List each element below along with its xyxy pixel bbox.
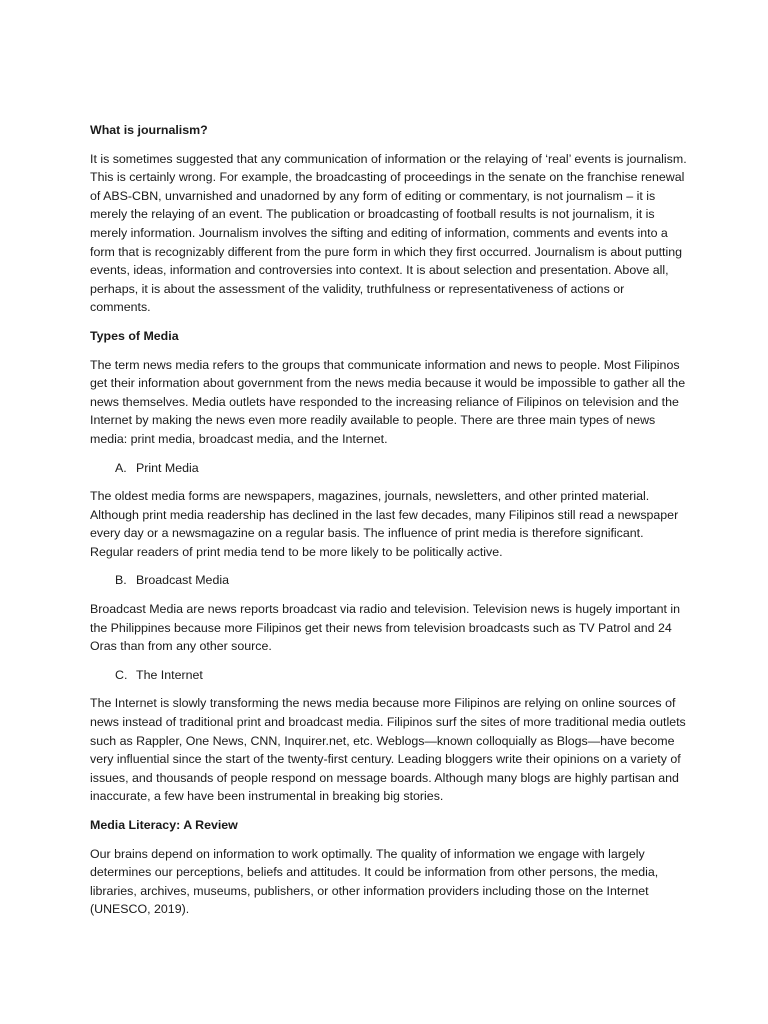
- list-heading-the-internet: [90, 666, 688, 685]
- list-marker: C.: [115, 667, 128, 682]
- document-page: [90, 121, 688, 929]
- heading-what-is-journalism: What is journalism?: [90, 123, 208, 137]
- paragraph-print-media: The oldest media forms are newspapers, magazines, journals, newsletters, and other printed material. Although print media readership has declined in the last few decades, many Filipinos still read a newspaper every day or a newsmagazine on a regular basis. The influence of print media is therefore significant. Regular readers of print media tend to be more likely to be politically active.: [90, 489, 679, 559]
- list-heading-broadcast-media: [90, 571, 688, 590]
- list-label: Print Media: [136, 460, 199, 475]
- paragraph-news-media-intro: The term news media refers to the groups that communicate information and news to people. Most Filipinos get their information about government from the news media because it would be impossible to gather all the news themselves. Media outlets have responded to the increasing reliance of Filipinos on television and the Internet by making the news even more readily available to people. There are three main types of news media: print media, broadcast media, and the Internet.: [90, 357, 686, 446]
- list-heading-print-media: [90, 459, 688, 478]
- heading-types-of-media: Types of Media: [90, 328, 179, 343]
- heading-media-literacy-review: Media Literacy: A Review: [90, 818, 238, 832]
- paragraph-media-literacy: Our brains depend on information to work optimally. The quality of information we engage with largely determines our perceptions, beliefs and attitudes. It could be information from other persons, the media, libraries, archives, museums, publishers, or other information providers including those on the Internet (UNESCO, 2019).: [90, 846, 659, 917]
- list-label: Broadcast Media: [136, 573, 229, 588]
- paragraph-journalism-definition: It is sometimes suggested that any communication of information or the relaying of ‘real’ events is journalism. This is certainly wrong. For example, the broadcasting of proceedings in the senate on the franchise renewal of ABS-CBN, unvarnished and unadorned by any form of editing or commentary, is not journalism – it is merely the relaying of an event. The publication or broadcasting of football results is not journalism, it is merely information. Journalism involves the sifting and editing of information, comments and events into a form that is recognizably different from the pure form in which they first occurred. Journalism is about putting events, ideas, information and controversies into context. It is about selection and presentation. Above all, perhaps, it is about the assessment of the validity, truthfulness or representativeness of actions or comments.: [90, 151, 687, 315]
- paragraph-broadcast-media: Broadcast Media are news reports broadcast via radio and television. Television news is hugely important in the Philippines because more Filipinos get their news from television broadcasts such as TV Patrol and 24 Oras than from any other source.: [90, 602, 681, 654]
- list-marker: B.: [115, 573, 127, 588]
- list-marker: A.: [115, 460, 127, 475]
- list-label: The Internet: [136, 667, 203, 682]
- paragraph-the-internet: The Internet is slowly transforming the news media because more Filipinos are relying on online sources of news instead of traditional print and broadcast media. Filipinos surf the sites of more traditional media outlets such as Rappler, One News, CNN, Inquirer.net, etc. Weblogs—known colloquially as Blogs—have become very influential since the start of the twenty-first century. Leading bloggers write their opinions on a variety of issues, and thousands of people respond on message boards. Although many blogs are highly partisan and inaccurate, a few have been instrumental in breaking big stories.: [90, 696, 686, 804]
